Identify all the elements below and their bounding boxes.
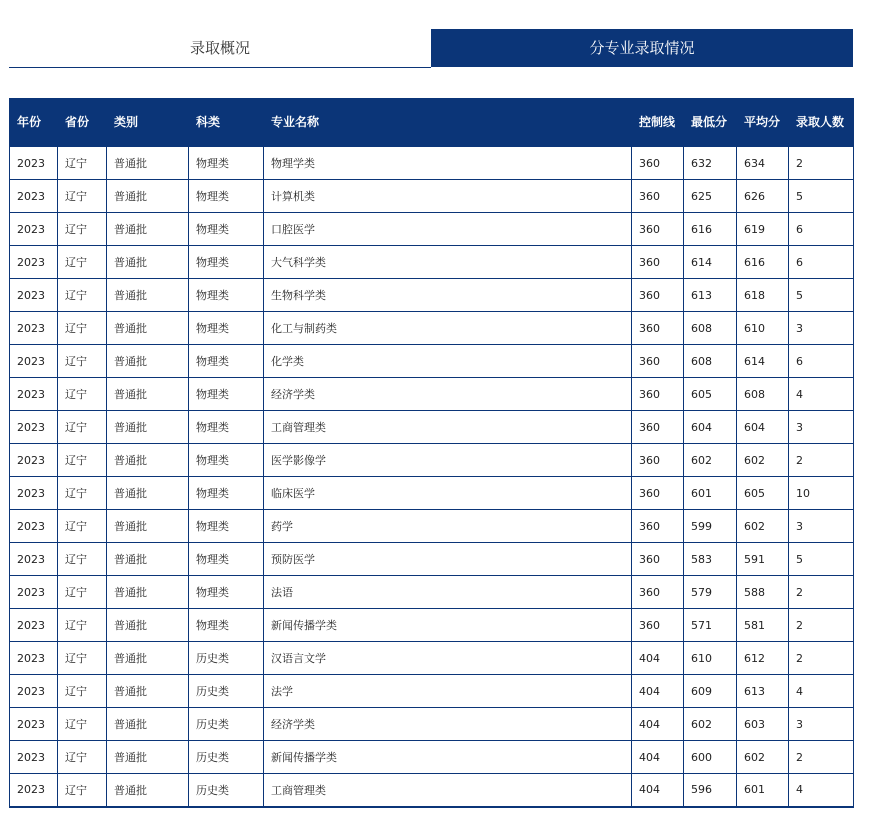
cell-province: 辽宁 bbox=[58, 312, 107, 345]
cell-avg-score: 581 bbox=[737, 609, 789, 642]
cell-admitted-count: 2 bbox=[789, 642, 854, 675]
cell-year: 2023 bbox=[10, 345, 58, 378]
cell-major-name: 经济学类 bbox=[264, 378, 632, 411]
cell-major-name: 药学 bbox=[264, 510, 632, 543]
cell-major-name: 医学影像学 bbox=[264, 444, 632, 477]
cell-batch: 普通批 bbox=[107, 708, 189, 741]
cell-batch: 普通批 bbox=[107, 246, 189, 279]
cell-batch: 普通批 bbox=[107, 411, 189, 444]
cell-batch: 普通批 bbox=[107, 147, 189, 180]
cell-batch: 普通批 bbox=[107, 180, 189, 213]
cell-batch: 普通批 bbox=[107, 576, 189, 609]
cell-batch: 普通批 bbox=[107, 609, 189, 642]
cell-control-line: 360 bbox=[632, 609, 684, 642]
table-row bbox=[10, 444, 854, 477]
cell-control-line: 404 bbox=[632, 741, 684, 774]
cell-subject-category: 物理类 bbox=[189, 279, 264, 312]
cell-avg-score: 610 bbox=[737, 312, 789, 345]
cell-major-name: 生物科学类 bbox=[264, 279, 632, 312]
cell-major-name: 工商管理类 bbox=[264, 774, 632, 807]
cell-year: 2023 bbox=[10, 609, 58, 642]
cell-min-score: 614 bbox=[684, 246, 737, 279]
cell-control-line: 404 bbox=[632, 642, 684, 675]
cell-avg-score: 588 bbox=[737, 576, 789, 609]
cell-admitted-count: 6 bbox=[789, 213, 854, 246]
cell-year: 2023 bbox=[10, 576, 58, 609]
cell-major-name: 口腔医学 bbox=[264, 213, 632, 246]
cell-province: 辽宁 bbox=[58, 477, 107, 510]
cell-batch: 普通批 bbox=[107, 741, 189, 774]
cell-min-score: 602 bbox=[684, 444, 737, 477]
cell-subject-category: 物理类 bbox=[189, 180, 264, 213]
cell-batch: 普通批 bbox=[107, 774, 189, 807]
cell-major-name: 大气科学类 bbox=[264, 246, 632, 279]
cell-major-name: 物理学类 bbox=[264, 147, 632, 180]
cell-control-line: 404 bbox=[632, 774, 684, 807]
cell-avg-score: 605 bbox=[737, 477, 789, 510]
cell-min-score: 613 bbox=[684, 279, 737, 312]
cell-control-line: 360 bbox=[632, 180, 684, 213]
cell-province: 辽宁 bbox=[58, 576, 107, 609]
cell-avg-score: 602 bbox=[737, 510, 789, 543]
cell-avg-score: 634 bbox=[737, 147, 789, 180]
cell-year: 2023 bbox=[10, 180, 58, 213]
cell-year: 2023 bbox=[10, 675, 58, 708]
cell-subject-category: 历史类 bbox=[189, 642, 264, 675]
cell-min-score: 601 bbox=[684, 477, 737, 510]
table-header-row bbox=[10, 99, 854, 147]
cell-min-score: 625 bbox=[684, 180, 737, 213]
column-header-min-score: 最低分 bbox=[684, 99, 737, 147]
cell-major-name: 经济学类 bbox=[264, 708, 632, 741]
tab-admission-by-major[interactable]: 分专业录取情况 bbox=[431, 29, 853, 67]
table-row bbox=[10, 312, 854, 345]
cell-year: 2023 bbox=[10, 444, 58, 477]
cell-min-score: 571 bbox=[684, 609, 737, 642]
cell-major-name: 法学 bbox=[264, 675, 632, 708]
cell-min-score: 600 bbox=[684, 741, 737, 774]
column-header-major-name: 专业名称 bbox=[264, 99, 632, 147]
cell-control-line: 360 bbox=[632, 345, 684, 378]
cell-control-line: 404 bbox=[632, 675, 684, 708]
tab-bar bbox=[9, 29, 853, 68]
cell-province: 辽宁 bbox=[58, 147, 107, 180]
cell-province: 辽宁 bbox=[58, 411, 107, 444]
cell-subject-category: 历史类 bbox=[189, 774, 264, 807]
table-row bbox=[10, 180, 854, 213]
cell-min-score: 616 bbox=[684, 213, 737, 246]
column-header-batch: 类别 bbox=[107, 99, 189, 147]
cell-province: 辽宁 bbox=[58, 741, 107, 774]
cell-control-line: 360 bbox=[632, 378, 684, 411]
column-header-year: 年份 bbox=[10, 99, 58, 147]
cell-province: 辽宁 bbox=[58, 213, 107, 246]
cell-admitted-count: 5 bbox=[789, 180, 854, 213]
cell-batch: 普通批 bbox=[107, 444, 189, 477]
cell-major-name: 新闻传播学类 bbox=[264, 741, 632, 774]
cell-admitted-count: 2 bbox=[789, 609, 854, 642]
cell-avg-score: 626 bbox=[737, 180, 789, 213]
cell-control-line: 360 bbox=[632, 543, 684, 576]
cell-admitted-count: 4 bbox=[789, 774, 854, 807]
cell-min-score: 579 bbox=[684, 576, 737, 609]
cell-year: 2023 bbox=[10, 642, 58, 675]
cell-major-name: 临床医学 bbox=[264, 477, 632, 510]
cell-year: 2023 bbox=[10, 477, 58, 510]
cell-batch: 普通批 bbox=[107, 477, 189, 510]
cell-admitted-count: 2 bbox=[789, 741, 854, 774]
cell-year: 2023 bbox=[10, 378, 58, 411]
cell-major-name: 化学类 bbox=[264, 345, 632, 378]
cell-avg-score: 619 bbox=[737, 213, 789, 246]
cell-min-score: 632 bbox=[684, 147, 737, 180]
cell-province: 辽宁 bbox=[58, 444, 107, 477]
cell-min-score: 599 bbox=[684, 510, 737, 543]
table-row bbox=[10, 609, 854, 642]
table-row bbox=[10, 147, 854, 180]
cell-subject-category: 物理类 bbox=[189, 510, 264, 543]
cell-province: 辽宁 bbox=[58, 774, 107, 807]
cell-province: 辽宁 bbox=[58, 345, 107, 378]
cell-admitted-count: 3 bbox=[789, 708, 854, 741]
cell-province: 辽宁 bbox=[58, 675, 107, 708]
cell-admitted-count: 4 bbox=[789, 378, 854, 411]
cell-min-score: 602 bbox=[684, 708, 737, 741]
cell-avg-score: 602 bbox=[737, 444, 789, 477]
table-row bbox=[10, 774, 854, 807]
cell-avg-score: 603 bbox=[737, 708, 789, 741]
cell-year: 2023 bbox=[10, 510, 58, 543]
cell-province: 辽宁 bbox=[58, 543, 107, 576]
cell-min-score: 609 bbox=[684, 675, 737, 708]
column-header-admitted-count: 录取人数 bbox=[789, 99, 854, 147]
table-row bbox=[10, 411, 854, 444]
column-header-province: 省份 bbox=[58, 99, 107, 147]
admission-table-container bbox=[9, 98, 853, 808]
table-row bbox=[10, 675, 854, 708]
cell-subject-category: 历史类 bbox=[189, 675, 264, 708]
cell-subject-category: 物理类 bbox=[189, 378, 264, 411]
cell-admitted-count: 3 bbox=[789, 510, 854, 543]
cell-admitted-count: 5 bbox=[789, 279, 854, 312]
table-row bbox=[10, 642, 854, 675]
cell-subject-category: 历史类 bbox=[189, 741, 264, 774]
cell-min-score: 605 bbox=[684, 378, 737, 411]
column-header-subject-category: 科类 bbox=[189, 99, 264, 147]
cell-year: 2023 bbox=[10, 312, 58, 345]
cell-subject-category: 物理类 bbox=[189, 147, 264, 180]
table-row bbox=[10, 213, 854, 246]
cell-province: 辽宁 bbox=[58, 378, 107, 411]
cell-avg-score: 602 bbox=[737, 741, 789, 774]
cell-avg-score: 614 bbox=[737, 345, 789, 378]
cell-batch: 普通批 bbox=[107, 378, 189, 411]
cell-avg-score: 612 bbox=[737, 642, 789, 675]
cell-major-name: 法语 bbox=[264, 576, 632, 609]
cell-major-name: 新闻传播学类 bbox=[264, 609, 632, 642]
cell-avg-score: 616 bbox=[737, 246, 789, 279]
cell-province: 辽宁 bbox=[58, 279, 107, 312]
table-body bbox=[10, 147, 854, 807]
cell-subject-category: 物理类 bbox=[189, 477, 264, 510]
cell-avg-score: 608 bbox=[737, 378, 789, 411]
cell-subject-category: 物理类 bbox=[189, 411, 264, 444]
table-row bbox=[10, 741, 854, 774]
cell-subject-category: 历史类 bbox=[189, 708, 264, 741]
cell-control-line: 360 bbox=[632, 477, 684, 510]
cell-subject-category: 物理类 bbox=[189, 246, 264, 279]
cell-min-score: 604 bbox=[684, 411, 737, 444]
cell-year: 2023 bbox=[10, 708, 58, 741]
cell-control-line: 360 bbox=[632, 312, 684, 345]
table-row bbox=[10, 378, 854, 411]
cell-control-line: 360 bbox=[632, 279, 684, 312]
column-header-avg-score: 平均分 bbox=[737, 99, 789, 147]
cell-year: 2023 bbox=[10, 741, 58, 774]
cell-batch: 普通批 bbox=[107, 510, 189, 543]
cell-year: 2023 bbox=[10, 279, 58, 312]
cell-province: 辽宁 bbox=[58, 510, 107, 543]
table-row bbox=[10, 279, 854, 312]
cell-admitted-count: 3 bbox=[789, 411, 854, 444]
cell-control-line: 360 bbox=[632, 147, 684, 180]
tab-admission-overview[interactable]: 录取概况 bbox=[9, 29, 431, 68]
cell-subject-category: 物理类 bbox=[189, 576, 264, 609]
cell-batch: 普通批 bbox=[107, 279, 189, 312]
cell-subject-category: 物理类 bbox=[189, 213, 264, 246]
cell-control-line: 360 bbox=[632, 510, 684, 543]
cell-batch: 普通批 bbox=[107, 312, 189, 345]
cell-avg-score: 613 bbox=[737, 675, 789, 708]
cell-major-name: 工商管理类 bbox=[264, 411, 632, 444]
cell-avg-score: 601 bbox=[737, 774, 789, 807]
table-row bbox=[10, 477, 854, 510]
cell-province: 辽宁 bbox=[58, 609, 107, 642]
table-row bbox=[10, 510, 854, 543]
cell-subject-category: 物理类 bbox=[189, 609, 264, 642]
cell-major-name: 化工与制药类 bbox=[264, 312, 632, 345]
cell-year: 2023 bbox=[10, 543, 58, 576]
cell-major-name: 预防医学 bbox=[264, 543, 632, 576]
table-row bbox=[10, 345, 854, 378]
cell-year: 2023 bbox=[10, 246, 58, 279]
table-row bbox=[10, 708, 854, 741]
cell-batch: 普通批 bbox=[107, 543, 189, 576]
cell-control-line: 360 bbox=[632, 576, 684, 609]
cell-major-name: 计算机类 bbox=[264, 180, 632, 213]
cell-admitted-count: 2 bbox=[789, 444, 854, 477]
cell-admitted-count: 6 bbox=[789, 345, 854, 378]
cell-year: 2023 bbox=[10, 411, 58, 444]
cell-admitted-count: 6 bbox=[789, 246, 854, 279]
column-header-control-line: 控制线 bbox=[632, 99, 684, 147]
cell-subject-category: 物理类 bbox=[189, 312, 264, 345]
cell-avg-score: 618 bbox=[737, 279, 789, 312]
cell-batch: 普通批 bbox=[107, 642, 189, 675]
table-row bbox=[10, 576, 854, 609]
cell-subject-category: 物理类 bbox=[189, 345, 264, 378]
cell-control-line: 360 bbox=[632, 444, 684, 477]
cell-min-score: 583 bbox=[684, 543, 737, 576]
cell-control-line: 360 bbox=[632, 411, 684, 444]
cell-batch: 普通批 bbox=[107, 675, 189, 708]
cell-admitted-count: 4 bbox=[789, 675, 854, 708]
cell-admitted-count: 2 bbox=[789, 147, 854, 180]
cell-min-score: 596 bbox=[684, 774, 737, 807]
cell-batch: 普通批 bbox=[107, 213, 189, 246]
table-row bbox=[10, 543, 854, 576]
cell-admitted-count: 10 bbox=[789, 477, 854, 510]
cell-admitted-count: 3 bbox=[789, 312, 854, 345]
cell-province: 辽宁 bbox=[58, 180, 107, 213]
cell-control-line: 404 bbox=[632, 708, 684, 741]
cell-admitted-count: 2 bbox=[789, 576, 854, 609]
cell-control-line: 360 bbox=[632, 246, 684, 279]
cell-avg-score: 591 bbox=[737, 543, 789, 576]
cell-major-name: 汉语言文学 bbox=[264, 642, 632, 675]
cell-min-score: 608 bbox=[684, 312, 737, 345]
cell-control-line: 360 bbox=[632, 213, 684, 246]
cell-avg-score: 604 bbox=[737, 411, 789, 444]
admission-table bbox=[9, 98, 854, 808]
cell-year: 2023 bbox=[10, 147, 58, 180]
cell-province: 辽宁 bbox=[58, 246, 107, 279]
cell-subject-category: 物理类 bbox=[189, 543, 264, 576]
cell-province: 辽宁 bbox=[58, 708, 107, 741]
cell-year: 2023 bbox=[10, 774, 58, 807]
cell-admitted-count: 5 bbox=[789, 543, 854, 576]
cell-batch: 普通批 bbox=[107, 345, 189, 378]
cell-subject-category: 物理类 bbox=[189, 444, 264, 477]
cell-min-score: 608 bbox=[684, 345, 737, 378]
cell-province: 辽宁 bbox=[58, 642, 107, 675]
table-row bbox=[10, 246, 854, 279]
cell-min-score: 610 bbox=[684, 642, 737, 675]
cell-year: 2023 bbox=[10, 213, 58, 246]
